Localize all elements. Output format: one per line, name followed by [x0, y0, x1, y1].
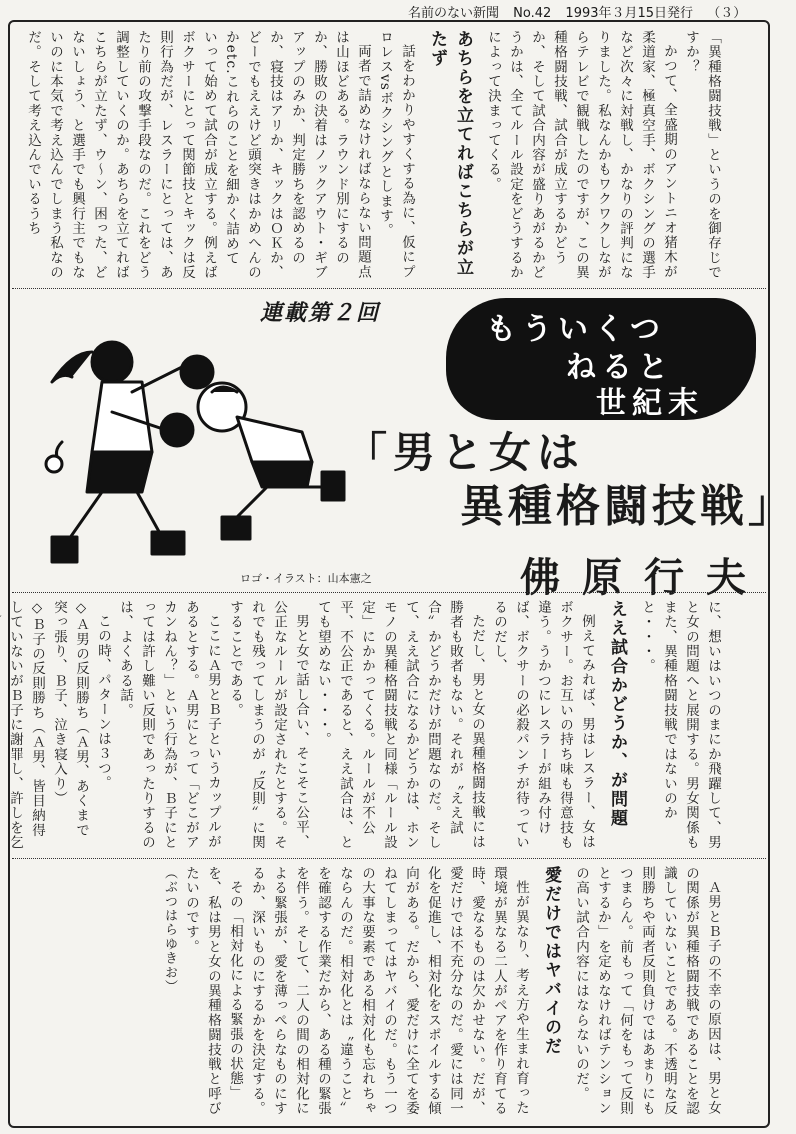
masthead: [408, 2, 756, 20]
article-title-line2: 異種格闘技戦」: [460, 481, 796, 532]
middle-heading: ええ試合かどうか、が問題: [607, 600, 627, 828]
list-item: ◇Ａ男の反則勝ち（Ａ男、あくまで突っ張り、Ｂ子、泣き寝入り）: [51, 600, 89, 838]
bottom-article-block: [28, 866, 724, 1116]
middle-paragraph: ここにＡ男とＢ子というカップルがあるとする。Ａ男にとって「どこがアカンねん？」という行為が、Ｂ子にとっては許し難い反則であったりするのは、よくある話。: [117, 600, 221, 850]
series-title-line2: ねると: [566, 350, 674, 385]
middle-paragraph: この時、パターンは３つ。: [95, 613, 111, 790]
list-item: ◇Ｂ子の反則勝ち（Ａ男、皆目納得していないがＢ子に謝罪し、許しを乞: [7, 600, 45, 850]
bottom-paragraph: その「相対化による緊張の状態」を、私は男と女の異種格闘技戦と呼びたいのです。: [183, 866, 243, 1116]
bottom-paragraph: 性が異なり、考え方や生まれ育った環境が異なる二人がペアを作り育てる時、愛なるものは欠かせない。だが、愛だけでは不充分なのだ。愛には同一化を促進し、相対化をスポイルする傾向がある。だから、愛だけに全てを委ねてしまってはヤバイのだ。もう一つの大事な要素である相対化も忘れちゃならんのだ。相対化とは〝違うこと〟を確認する作業だから、ある種の緊張を伴う。そして、二人の間の相対化による緊張が、愛を薄っぺらなものにするか、深いものにするかを決定する。: [249, 866, 529, 1116]
section-divider: [12, 858, 766, 859]
middle-article-block: [7, 600, 724, 850]
bottom-paragraph: Ａ男とＢ子の不幸の原因は、男と女の関係が異種格闘技戦であることを認識していないことである。不透明な反則勝ちや両者反則負けではあまりにもつまらん。前もって「何をもって反則とするか」を定めなければテンションの高い試合内容にはならないのだ。: [573, 866, 721, 1116]
series-title-line3: 世紀末: [596, 386, 704, 421]
top-paragraph: 両者で詰めなければならない問題点は山ほどある。ラウンド別にするのか、勝敗の決着はノックアウト・ギブアップのみか、判定勝ちを認めるのか、寝技はアリか、キックはＯＫか、どーでもええけど頭突きはかめへんのかetc.これらのことを細かく詰めていって始めて試合が成立する。例えばボクサーにとって関節技とキックは反則行為だが、レスラーにとっては、あたり前の攻撃手段なのだ。これをどう調整していくのか。あちらを立てればこちらが立たず、ウ〜ン、困った、どないしょう、と選手でも興行主でもないのに本気で考え込んでしまう私なのだ。そして考え込んでいるうち: [25, 30, 371, 280]
issue-date: 1993年３月15日発行: [565, 6, 694, 21]
paper-name: 名前のない新聞: [408, 6, 500, 21]
section-divider: [12, 288, 766, 289]
series-title-logo: [446, 298, 756, 420]
middle-paragraph: に、想いはいつのまにか飛躍して、男と女の問題へと展開する。男女関係もまた、異種格闘技戦ではないのかと・・・。: [639, 600, 721, 850]
middle-paragraph: ただし、男と女の異種格闘技戦には勝者も敗者もない。それが〝ええ試合〟かどうかだけが問題なのだ。そして、ええ試合になるかどうかは、ホンモノの異種格闘技戦と同様「ルール設定」にかかってくる。ルールが不公平、不公正であると、ええ試合は、とても望めない・・・。: [315, 600, 485, 850]
issue-number: No.42: [513, 6, 552, 21]
author-name: 佛原行夫: [520, 554, 768, 601]
top-paragraph: かつて、全盛期のアントニオ猪木が柔道家、極真空手、ボクシングの選手など次々に対戦し、かなりの評判になりました。私なんかもワクワクしながらテレビで観戦したのですが、この異種格闘技戦、試合が成立するかどうか、そして試合内容が盛りあがるかどうかは、全てルール設定をどうするかによって決まってくる。: [485, 30, 677, 280]
top-heading: あちらを立てればこちらが立たず: [427, 30, 473, 277]
serial-label: 連載第２回: [260, 300, 381, 326]
top-article-block: [25, 30, 724, 280]
bottom-heading: 愛だけではヤバイのだ: [541, 866, 561, 1056]
section-divider: [12, 592, 766, 593]
boxing-illustration: [32, 322, 352, 577]
illustration-credit: ロゴ・イラスト：山本憲之: [240, 572, 372, 585]
top-paragraph: 「異種格闘技戦」というのを御存じですか？: [683, 30, 721, 280]
series-title-line1: もういくつ: [486, 312, 666, 347]
page-number: （３）: [707, 6, 747, 21]
top-paragraph: 話をわかりやすくする為に、仮にプロレスvsボクシングとします。: [377, 30, 415, 279]
signature: （ぶつはらゆきお）: [162, 866, 177, 994]
middle-paragraph: 男と女で話し合い、そこそこ公平、公正なルールが設定されたとする。それでも残ってしまうのが〝反則〟に関することである。: [227, 600, 309, 850]
middle-paragraph: 例えてみれば、男はレスラー、女はボクサー。お互いの持ち味も得意技も違う。うかつにレスラーが組み付けば、ボクサーの必殺パンチが待っているのだし、: [491, 600, 595, 850]
article-title-line1: 「男と女は: [345, 428, 586, 477]
